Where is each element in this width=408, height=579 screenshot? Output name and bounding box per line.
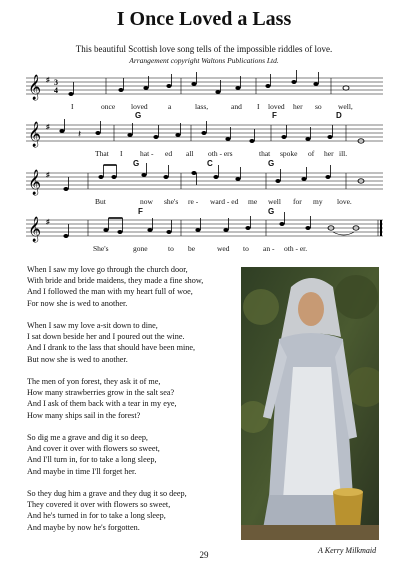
svg-text:𝄽: 𝄽 bbox=[78, 129, 82, 140]
lyric: now bbox=[140, 197, 153, 206]
verse-line: And he's turned in for to take a long sleep, bbox=[27, 511, 166, 521]
svg-text:♯: ♯ bbox=[46, 218, 50, 226]
verse-line: And maybe in time I'll forget her. bbox=[27, 466, 137, 476]
chord-symbol: C bbox=[207, 159, 213, 168]
lyric: oth - ers bbox=[208, 149, 233, 158]
chord-symbol: G bbox=[268, 207, 275, 216]
verse-line: And I'll turn in, for to take a long sleep, bbox=[27, 455, 157, 465]
lyric: But bbox=[95, 197, 106, 206]
lyric: her bbox=[324, 149, 334, 158]
lyric: She's bbox=[93, 244, 109, 253]
lyric: she's bbox=[164, 197, 179, 206]
song-subtitle: This beautiful Scottish love song tells of the impossible riddles of love. bbox=[75, 44, 333, 54]
verse-line: I sat down beside her and I poured out the wine. bbox=[27, 332, 185, 342]
chord-symbol: G bbox=[268, 159, 275, 168]
song-title: I Once Loved a Lass bbox=[116, 8, 292, 30]
lyric: and bbox=[231, 102, 242, 111]
svg-text:𝄞: 𝄞 bbox=[28, 122, 42, 147]
lyric: me bbox=[248, 197, 258, 206]
chord-symbol: G bbox=[133, 159, 140, 168]
lyric: once bbox=[101, 102, 116, 111]
verse-line: So they dug him a grave and they dug it so deep, bbox=[27, 489, 187, 498]
lyric: loved bbox=[268, 102, 285, 111]
lyric: gone bbox=[133, 244, 148, 253]
lyric: I bbox=[257, 102, 260, 111]
lyric: I bbox=[71, 102, 74, 111]
svg-text:♯: ♯ bbox=[46, 123, 50, 131]
music-staff-4 bbox=[26, 214, 383, 254]
lyric: a bbox=[168, 102, 172, 111]
verse-line: And cover it over with flowers so sweet, bbox=[27, 444, 160, 454]
lyric: well, bbox=[338, 102, 353, 111]
verse-1 bbox=[27, 264, 237, 309]
lyric: my bbox=[313, 197, 323, 206]
music-staff-3 bbox=[26, 167, 383, 207]
lyric: to bbox=[243, 244, 249, 253]
chord-symbol: D bbox=[336, 111, 342, 120]
chord-symbol: F bbox=[272, 111, 277, 120]
svg-text:♯: ♯ bbox=[46, 171, 50, 179]
verse-line: And I followed the man with my heart full of woe, bbox=[27, 287, 193, 297]
svg-text:𝄞: 𝄞 bbox=[28, 217, 42, 242]
lyric: oth - er. bbox=[284, 244, 308, 253]
page-number: 29 bbox=[199, 550, 209, 560]
song-verses bbox=[27, 264, 237, 544]
verse-2 bbox=[27, 320, 237, 365]
svg-text:𝄞: 𝄞 bbox=[28, 75, 42, 100]
lyric: that bbox=[259, 149, 271, 158]
lyric: That bbox=[95, 149, 109, 158]
lyric: re - bbox=[188, 197, 199, 206]
verse-line: They covered it over with flowers so sweet, bbox=[27, 500, 171, 510]
verse-line: And I ask of them back with a tear in my eye, bbox=[27, 399, 177, 409]
svg-text:♯: ♯ bbox=[46, 76, 50, 84]
verse-line: But now she is wed to another. bbox=[27, 354, 128, 364]
verse-line: How many ships sail in the forest? bbox=[27, 410, 141, 420]
verse-line: For now she is wed to another. bbox=[27, 298, 128, 308]
verse-line: And I drank to the lass that should have been mine, bbox=[27, 343, 196, 353]
lyric: hat - bbox=[140, 149, 154, 158]
verse-line: With bride and bride maidens, they made a fine show, bbox=[27, 276, 204, 286]
svg-text:3: 3 bbox=[54, 78, 58, 87]
lyric: spoke bbox=[280, 149, 298, 158]
staff-notation-4 bbox=[26, 214, 383, 254]
chord-symbol: G bbox=[135, 111, 142, 120]
arrangement-credit: Arrangement copyright Waltons Publications Ltd. bbox=[129, 56, 279, 65]
lyric: all bbox=[186, 149, 194, 158]
lyric: to bbox=[168, 244, 174, 253]
verse-line: So dig me a grave and dig it so deep, bbox=[27, 433, 148, 442]
verse-line: How many strawberries grow in the salt sea? bbox=[27, 388, 175, 398]
lyric: her bbox=[293, 102, 303, 111]
verse-3 bbox=[27, 376, 237, 421]
lyric: ward - ed bbox=[210, 197, 239, 206]
verse-line: And maybe by now he's forgotten. bbox=[27, 522, 140, 532]
chord-symbol: F bbox=[138, 207, 143, 216]
lyric: love. bbox=[337, 197, 352, 206]
lyric: an - bbox=[263, 244, 275, 253]
svg-text:4: 4 bbox=[54, 86, 58, 95]
lyric: ed bbox=[165, 149, 173, 158]
lyric: be bbox=[188, 244, 196, 253]
lyric: of bbox=[308, 149, 315, 158]
lyric: lass, bbox=[195, 102, 209, 111]
verse-line: When I saw my love a-sit down to dine, bbox=[27, 321, 158, 330]
verse-4 bbox=[27, 432, 237, 477]
staff-notation-3 bbox=[26, 167, 383, 207]
lyric: well bbox=[268, 197, 281, 206]
lyric: so bbox=[315, 102, 322, 111]
svg-text:𝄞: 𝄞 bbox=[28, 170, 42, 195]
verse-line: When I saw my love go through the church door, bbox=[27, 265, 188, 274]
lyric: ill. bbox=[339, 149, 348, 158]
lyric: I bbox=[120, 149, 123, 158]
lyric: wed bbox=[217, 244, 230, 253]
verse-5 bbox=[27, 488, 237, 533]
lyric: for bbox=[293, 197, 302, 206]
photo-caption: A Kerry Milkmaid bbox=[318, 546, 377, 555]
milkmaid-photo bbox=[241, 267, 379, 540]
verse-line: The men of yon forest, they ask it of me, bbox=[27, 377, 161, 386]
lyric: loved bbox=[131, 102, 148, 111]
